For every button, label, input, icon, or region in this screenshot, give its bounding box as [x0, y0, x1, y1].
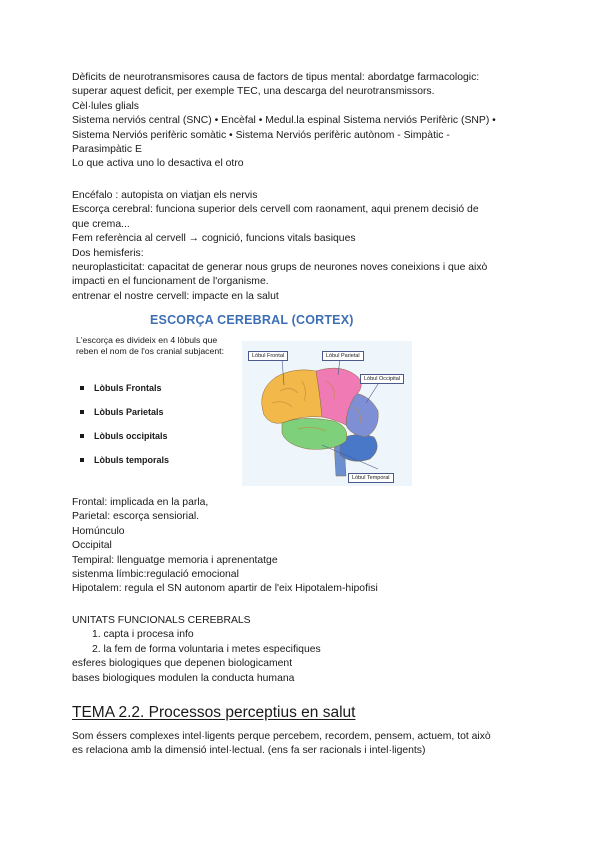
text-line: sistenma límbic:regulació emocional	[72, 569, 239, 581]
text-line: Fem referència al cervell → cognició, funcions vitals basiques	[72, 233, 356, 245]
text-line: Parietal: escorça sensiorial.	[72, 511, 200, 523]
text-line: bases biologiques modulen la conducta humana	[72, 672, 295, 684]
text-line: Tempiral: llenguatge memoria i aprenentatge	[72, 554, 278, 566]
cortex-figure	[70, 311, 426, 491]
text-line: Dos hemisferis:	[72, 247, 144, 259]
list-item: 2. la fem de forma voluntaria i metes especifiques	[92, 643, 321, 655]
text-line: Homúnculo	[72, 525, 125, 537]
text-line: Occipital	[72, 540, 112, 552]
lobe-list-item: Lòbuls Frontals	[76, 383, 226, 407]
text-line: Cèl·lules glials	[72, 100, 139, 112]
figure-title: ESCORÇA CEREBRAL (CORTEX)	[150, 313, 354, 327]
label-occipital: Lòbul Occipital	[360, 374, 404, 384]
notes-block-neurotransmitters	[72, 71, 532, 172]
text-line: Encéfalo : autopista on viatjan els nervis	[72, 190, 258, 201]
notes-block-lobes	[72, 496, 532, 597]
text-line: superar aquest deficit, per exemple TEC, una descarga del neurotransmissors.	[72, 86, 435, 98]
lobes-list	[76, 383, 226, 479]
label-parietal: Lòbul Parietal	[322, 351, 364, 361]
text-line: esferes biologiques que depenen biologicament	[72, 658, 293, 670]
figure-intro-text: L'escorça es divideix en 4 lòbuls que reben el nom de l'os cranial subjacent:	[76, 335, 224, 356]
topic-heading: TEMA 2.2. Processos perceptius en salut	[72, 704, 356, 721]
text-line: Som éssers complexes intel·ligents perque percebem, recordem, pensem, actuem, tot això	[72, 731, 491, 742]
text-line: es relaciona amb la dimensió intel·lectual. (ens fa ser racionals i intel·ligents)	[72, 745, 426, 757]
text-line: Hipotalem: regula el SN autonom apartir de l'eix Hipotalem-hipofisi	[72, 583, 378, 595]
lobe-list-item: Lòbuls Parietals	[76, 407, 226, 431]
text-line: Frontal: implicada en la parla,	[72, 497, 209, 508]
notes-block-functional-units	[72, 614, 532, 686]
text-line: que crema...	[72, 218, 130, 230]
text-line: entrenar el nostre cervell: impacte en la salut	[72, 290, 279, 302]
brain-svg	[242, 341, 412, 486]
text-line: Lo que activa uno lo desactiva el otro	[72, 158, 244, 170]
text-line: Parasimpàtic E	[72, 144, 142, 156]
label-temporal: Lòbul Temporal	[348, 473, 394, 483]
lobe-list-item: Lòbuls temporals	[76, 455, 226, 479]
brain-illustration	[242, 341, 412, 486]
text-line: Sistema Nerviós perifèric somàtic • Sistema Nerviós perifèric autònom - Simpàtic -	[72, 129, 450, 141]
notes-block-encephalon	[72, 189, 532, 304]
text-line: Escorça cerebral: funciona superior dels cervell com raonament, aqui prenem decisió de	[72, 204, 479, 216]
section-title: UNITATS FUNCIONALS CEREBRALS	[72, 615, 251, 626]
text-line: impacti en el funcionament de l'organisme.	[72, 276, 269, 288]
text-line: Sistema nerviós central (SNC) • Encèfal • Medul.la espinal Sistema nerviós Perifèric (SNP) •	[72, 115, 496, 127]
lobe-list-item: Lòbuls occipitals	[76, 431, 226, 455]
text-line: neuroplasticitat: capacitat de generar nous grups de neurones noves coneixions i que això	[72, 262, 488, 274]
units-list	[72, 628, 532, 657]
list-item: 1. capta i procesa info	[92, 629, 194, 641]
label-frontal: Lòbul Frontal	[248, 351, 288, 361]
notes-block-perception	[72, 730, 542, 759]
text-line: Dèficits de neurotransmisores causa de factors de tipus mental: abordatge farmacologic:	[72, 72, 480, 83]
